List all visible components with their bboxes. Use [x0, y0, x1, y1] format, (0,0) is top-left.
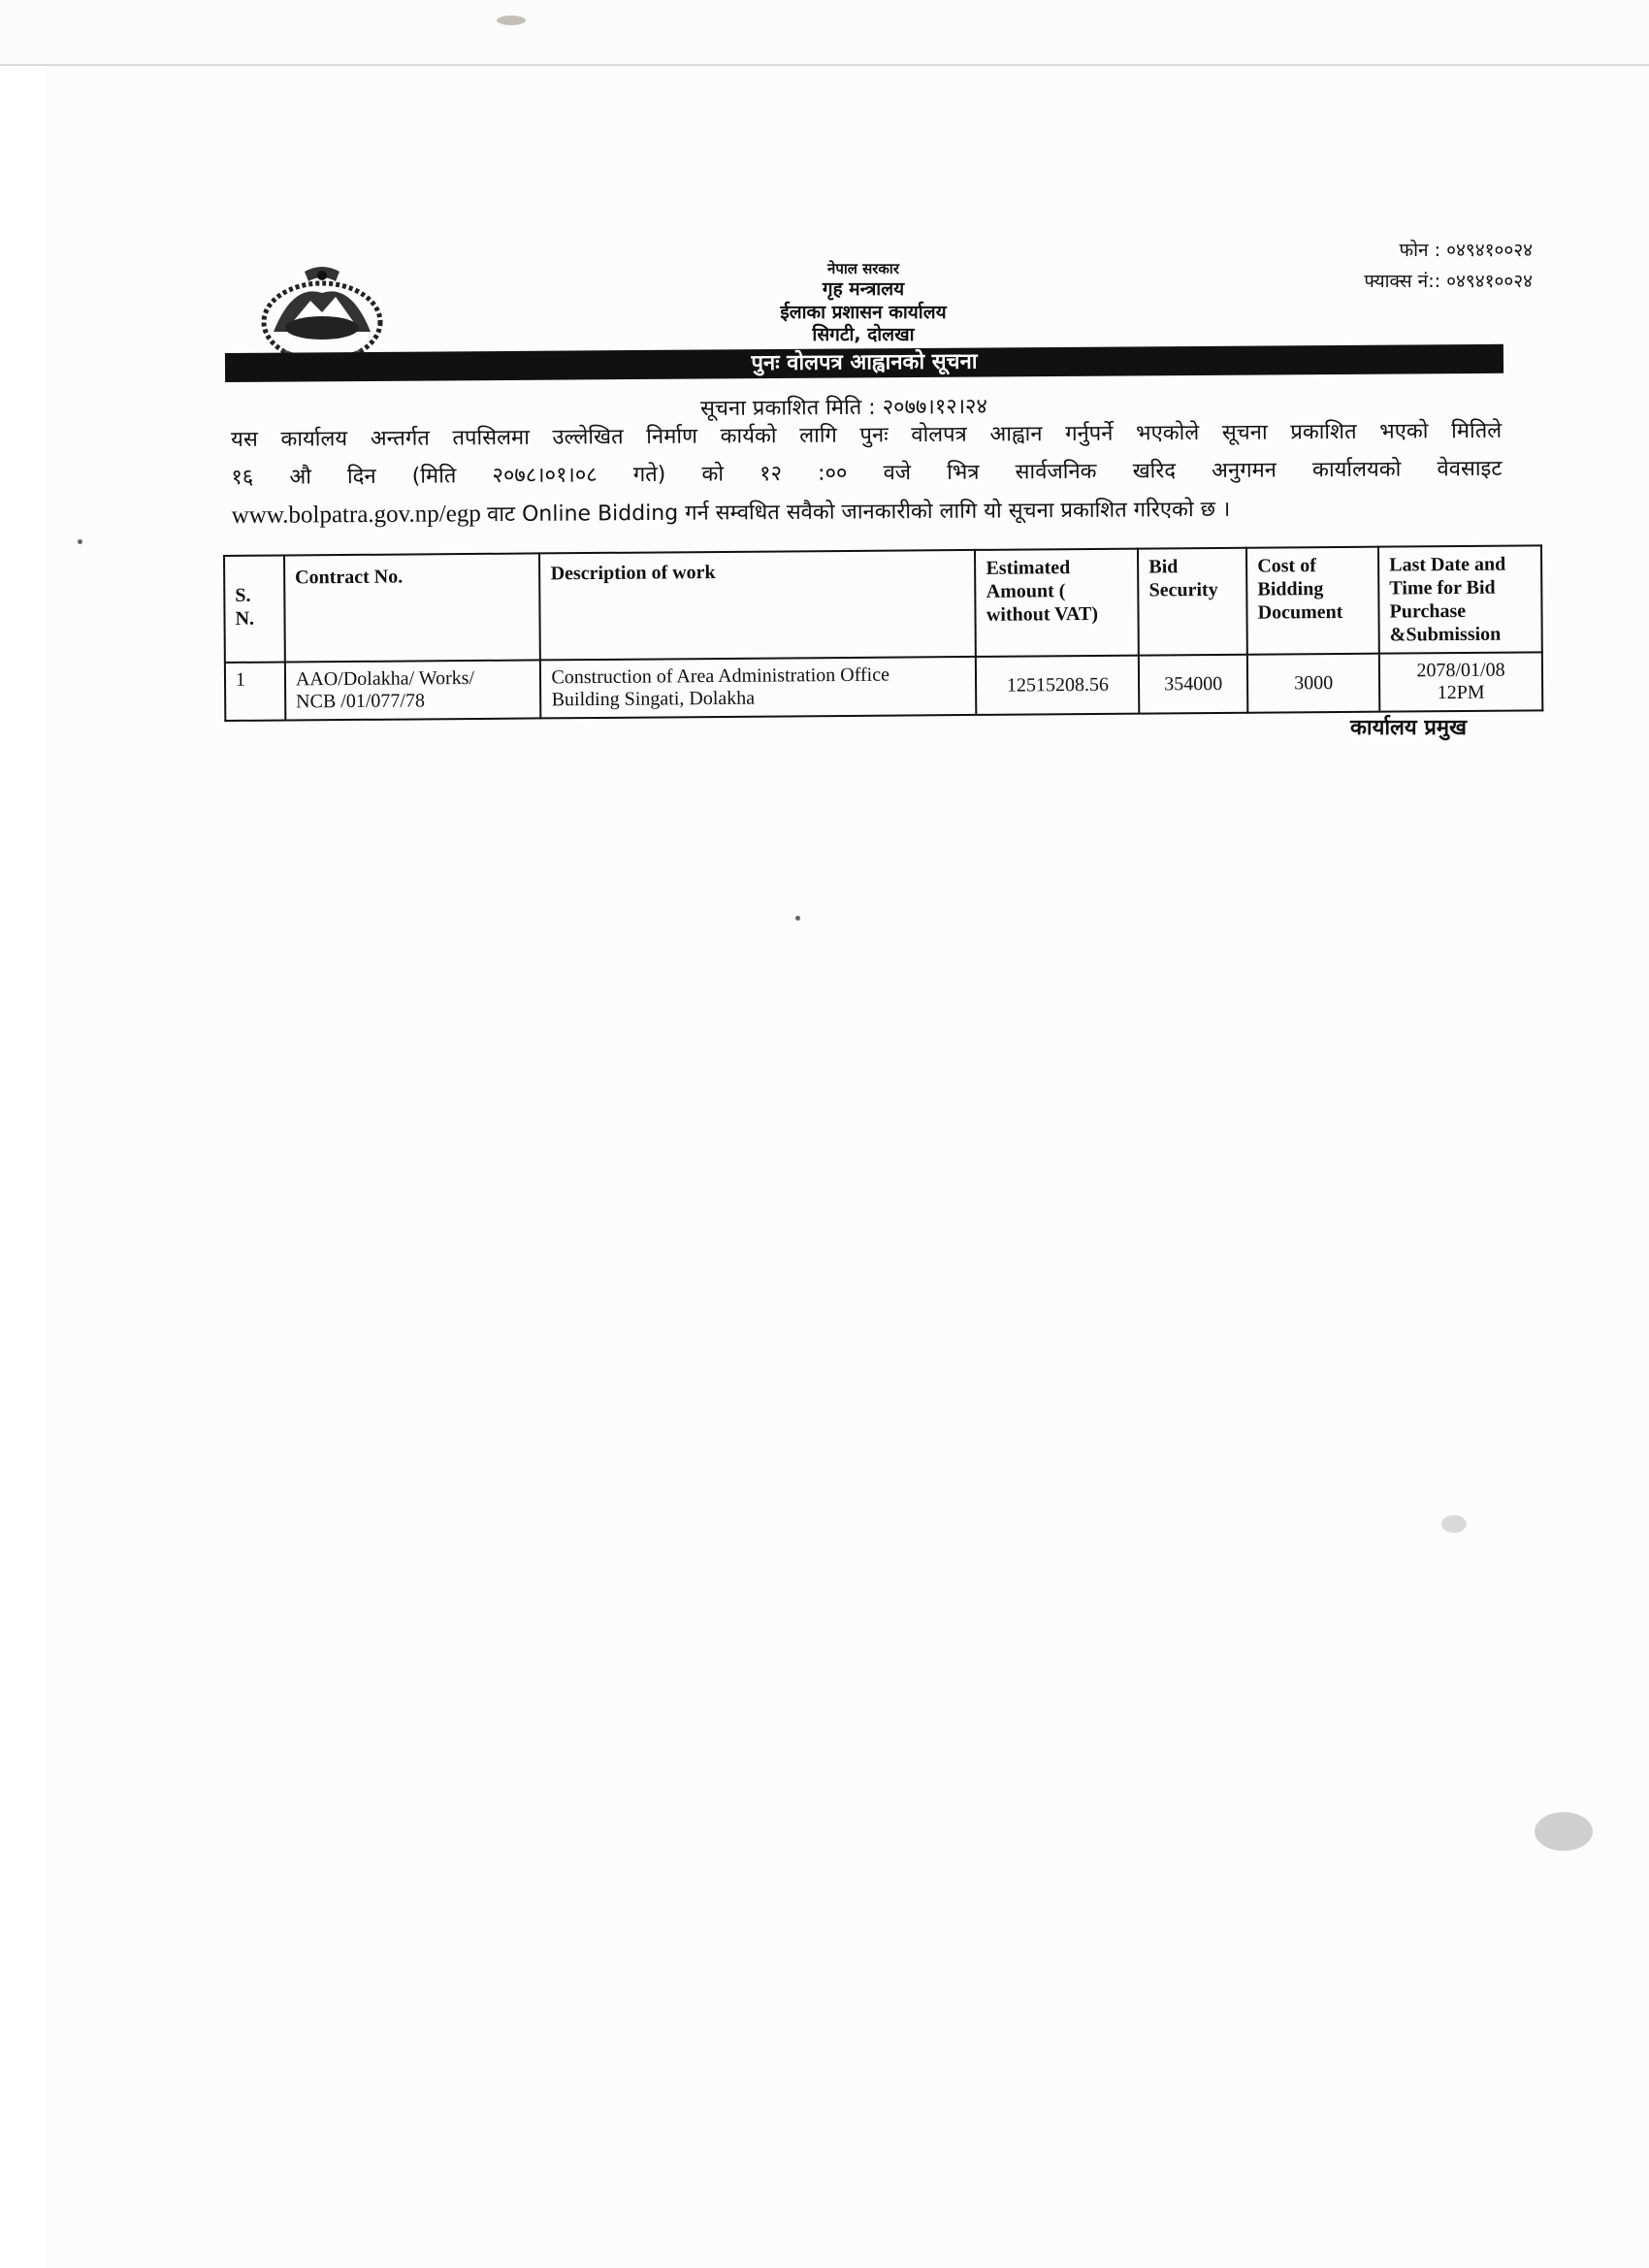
header-bid-security: Bid Security	[1138, 548, 1247, 656]
scan-smudge	[1535, 1812, 1593, 1851]
tender-table-wrapper	[223, 544, 1543, 722]
office-chief-signature: कार्यालय प्रमुख	[1349, 716, 1468, 740]
contract-no-line-2: NCB /01/077/78	[296, 690, 425, 713]
cell-sn: 1	[225, 663, 285, 721]
cell-bid-security: 354000	[1139, 655, 1247, 714]
notice-title: पुनः वोलपत्र आह्वानको सूचना	[751, 349, 978, 376]
office-name: ईलाका प्रशासन कार्यालय	[780, 301, 947, 323]
notice-line-2: १६ औ दिन (मिति २०७८।०१।०८ गते) को १२ :०० वजे भित्र सार्वजनिक खरिद अनुगमन कार्यालयको वेवसाइट	[231, 456, 1503, 490]
last-date-value: 2078/01/08	[1416, 659, 1505, 682]
cell-cost-of-document: 3000	[1247, 654, 1379, 713]
egp-url: www.bolpatra.gov.np/egp	[231, 501, 481, 529]
last-time-value: 12PM	[1437, 681, 1485, 704]
header-sn: S. N.	[224, 556, 285, 663]
cell-last-date	[1379, 652, 1542, 711]
scan-smudge	[795, 916, 800, 921]
table-header-row	[224, 545, 1542, 663]
published-date: सूचना प्रकाशित मिति : २०७७।१२।२४	[700, 394, 987, 422]
cell-estimated-amount: 12515208.56	[976, 656, 1139, 715]
fax-number: फ्याक्स नं:: ०४९४१००२४	[1364, 271, 1533, 293]
header-cost-of-document: Cost of Bidding Document	[1246, 547, 1379, 655]
header-estimated-amount: Estimated Amount ( without VAT)	[975, 549, 1139, 657]
description-line-2: Building Singati, Dolakha	[551, 687, 756, 711]
tender-table	[223, 544, 1543, 722]
scan-smudge	[1441, 1515, 1467, 1533]
scan-smudge	[78, 539, 82, 544]
contract-no-line-1: AAO/Dolakha/ Works/	[295, 666, 475, 691]
ministry-name: गृह मन्त्रालय	[822, 277, 905, 300]
government-name: नेपाल सरकार	[827, 260, 899, 277]
notice-line-3-text: वाट Online Bidding गर्न सम्वधित सवैको जानकारीको लागि यो सूचना प्रकाशित गरिएको छ ।	[486, 497, 1231, 528]
scan-border	[0, 0, 1649, 66]
header-last-date: Last Date and Time for Bid Purchase &Submission	[1378, 545, 1542, 653]
office-header	[718, 260, 1009, 347]
contact-info	[1261, 235, 1533, 298]
cell-description	[540, 657, 976, 719]
notice-body	[231, 412, 1503, 535]
scan-smudge	[497, 16, 526, 25]
header-contract-no: Contract No.	[284, 553, 540, 662]
cell-contract-no	[285, 660, 541, 720]
description-line-1: Construction of Area Administration Office	[551, 664, 890, 689]
phone-number: फोन : ०४९४१००२४	[1399, 240, 1533, 261]
table-row	[225, 652, 1542, 721]
notice-line-1: यस कार्यालय अन्तर्गत तपसिलमा उल्लेखित निर्माण कार्यको लागि पुनः वोलपत्र आह्वान गर्नुपर्ने भएकोले सूचना प्रकाशित भएको मितिले	[231, 418, 1503, 452]
office-location: सिगटी, दोलखा	[812, 324, 915, 346]
header-description: Description of work	[539, 550, 976, 661]
